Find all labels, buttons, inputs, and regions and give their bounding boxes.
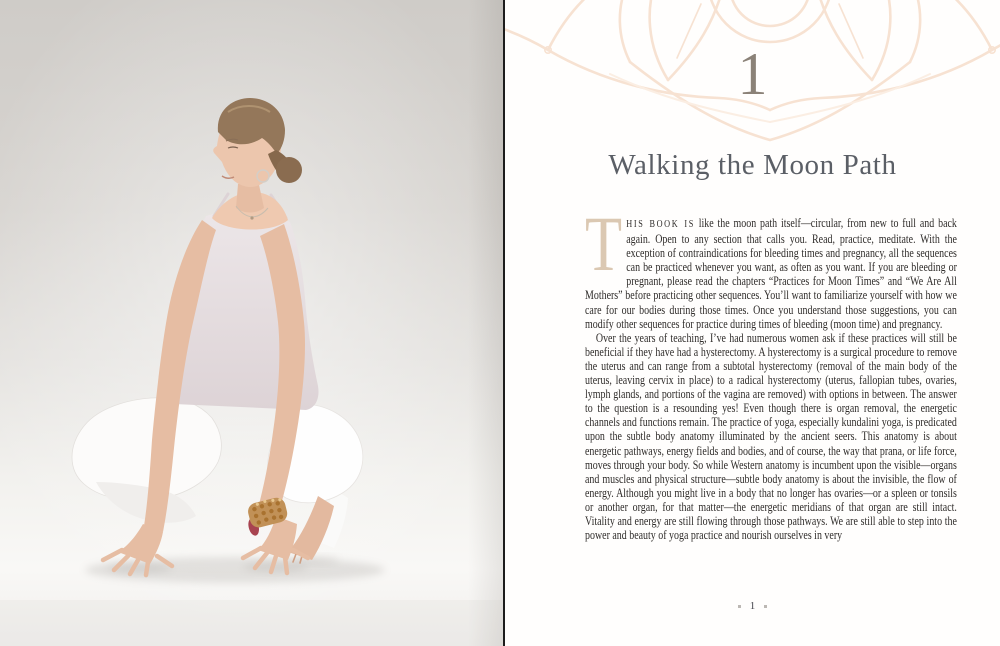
chapter-title: Walking the Moon Path [608,149,897,181]
dropcap-letter: T [585,200,623,287]
chapter-body [585,200,957,543]
paragraph-1-text: like the moon path itself—circular, from new to full and back again. Open to any section that calls you. Read, practice, meditate. With the exception of contraindications for bleeding times and pregnancy, all the sequences can be practiced whenever you want, as often as you want. If you are bleeding or pregnant, please read the chapters “Practices for Moon Times” and “We Are All Mothers” before practicing other sequences. You’ll want to familiarize yourself with how we care for our bodies during those times. Once you understand those suggestions, you can modify other sequences for practice during times of bleeding (moon time) and pregnancy. [585,216,957,331]
hair-bun [276,157,302,183]
paragraph-1 [585,200,957,331]
folio-dot-left [738,605,741,608]
chapter-number: 1 [737,41,768,107]
paragraph-2: Over the years of teaching, I’ve had numerous women ask if these practices will still be beneficial if they have had a hysterectomy. A hysterectomy is a surgical procedure to remove the uterus and can range from a subtotal hysterectomy (removal of the main body of the uterus, leaving cervix in place) to a radical hysterectomy (uterus, fallopian tubes, ovaries, lymph glands, and portions of the vagina are removed) with options in between. The answer to the question is a resounding yes! Even though there is organ removal, the energetic channels and functions remain. The practice of yoga, especially kundalini yoga, is predicated upon the subtle body anatomy illuminated by the ancient seers. This anatomy is about energetic pathways, energy fields and bodies, and of course, the way that prana, or life force, moves through your body. So while Western anatomy is incumbent upon the visible—organs and muscles and physical structure—subtle body anatomy is about the invisible, the flow of energy. Although you might live in a body that no longer has ovaries—or a spleen or tonsils or another organ, for that matter—the energetic meridians of that organ are still intact. Vitality and energy are still flowing through those pathways. We are still able to step into the power and beauty of yoga practice and nourish ourselves in very [585,330,957,543]
text-page [505,0,1000,646]
opening-small-caps: HIS BOOK IS [626,219,695,230]
folio-dot-right [764,605,767,608]
page-number-folio [505,601,1000,612]
page-number: 1 [749,600,756,612]
